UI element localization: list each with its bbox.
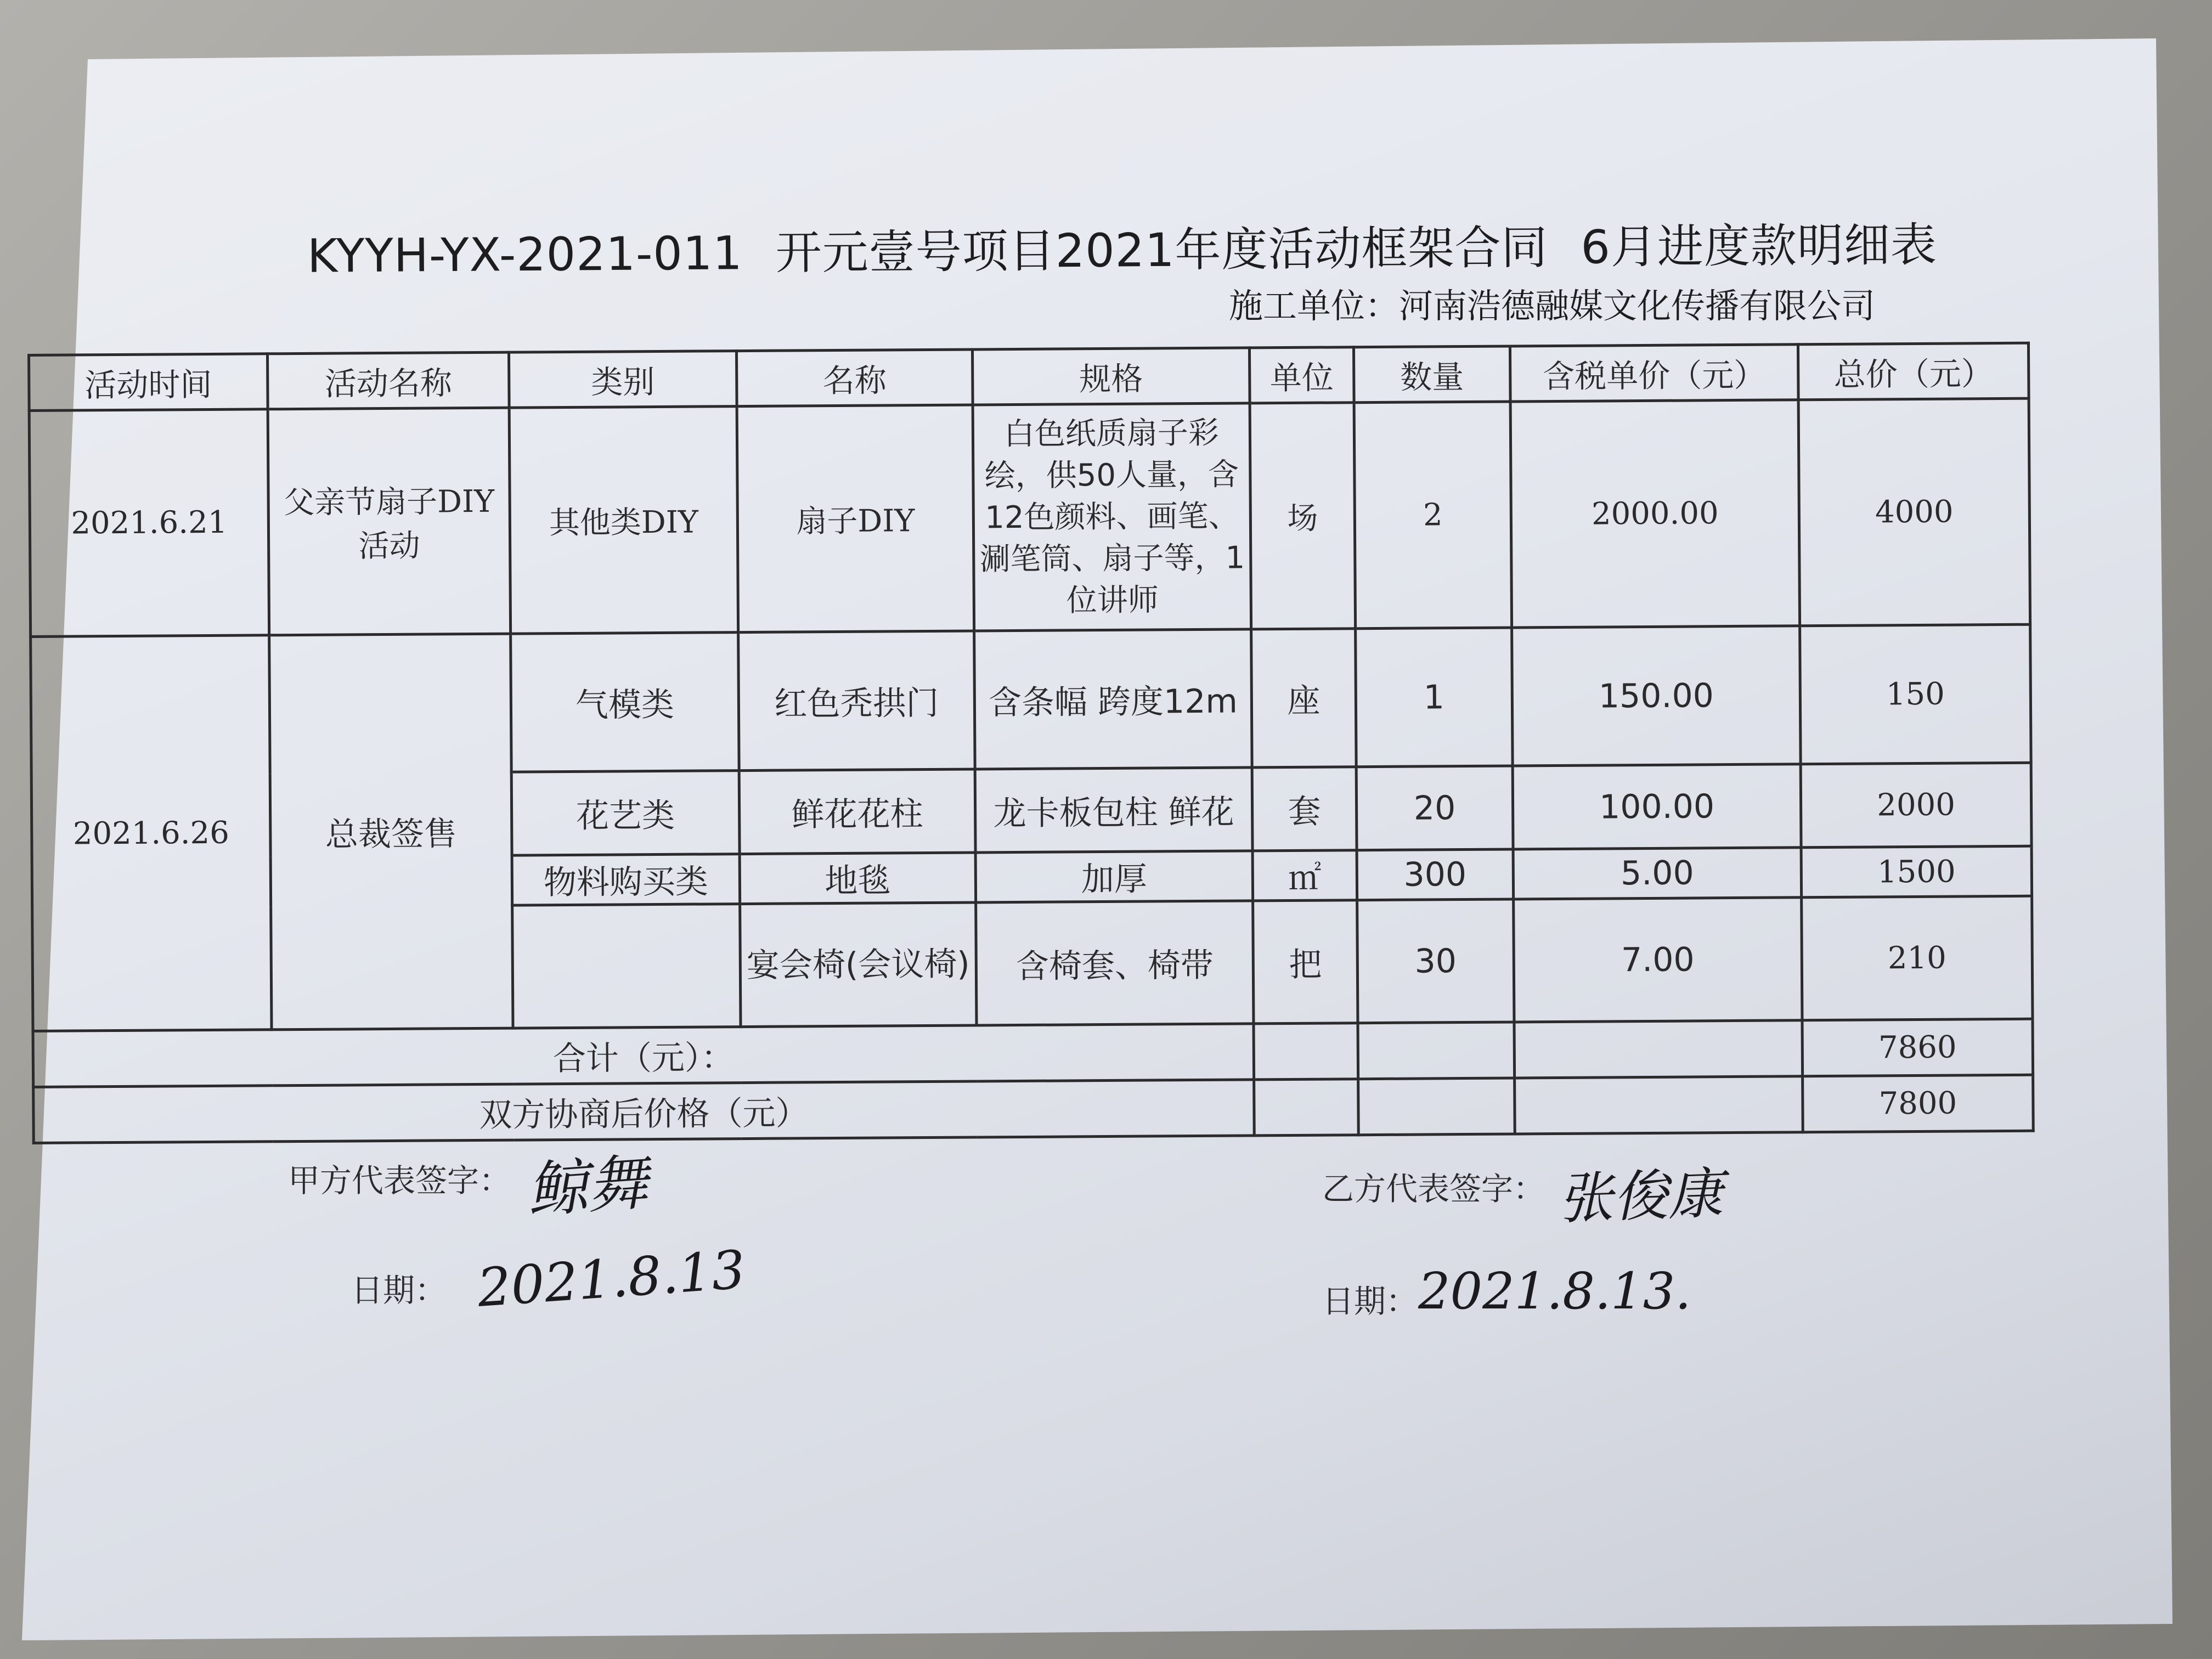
- spec-cell: 加厚: [975, 851, 1253, 902]
- spec-cell: 白色纸质扇子彩绘，供50人量，含12色颜料、画笔、涮笔筒、扇子等，1位讲师: [973, 403, 1251, 631]
- activity-date-cell: 2021.6.26: [31, 635, 272, 1031]
- category-cell: 其他类DIY: [509, 407, 738, 634]
- header-category: 类别: [509, 351, 737, 408]
- empty-cell: [1514, 1020, 1803, 1078]
- party-a-date-label: 日期：: [351, 1272, 447, 1309]
- activity-name-cell: 总裁签售: [269, 634, 513, 1030]
- header-activity-date: 活动时间: [29, 354, 268, 411]
- spec-cell: 含条幅 跨度12m: [974, 629, 1252, 769]
- quantity-cell: 1: [1356, 628, 1513, 767]
- negotiated-label: 双方协商后价格（元）: [33, 1080, 1255, 1143]
- empty-cell: [1358, 1078, 1515, 1135]
- unit-price-cell: 7.00: [1514, 898, 1802, 1022]
- header-spec: 规格: [972, 348, 1250, 405]
- header-total-price: 总价（元）: [1798, 343, 2029, 400]
- item-name-cell: 宴会椅(会议椅): [740, 902, 977, 1027]
- unit-price-cell: 150.00: [1512, 626, 1801, 766]
- party-a-date: 2021.8.13: [475, 1239, 747, 1319]
- total-price-cell: 210: [1802, 896, 2033, 1020]
- empty-cell: [1515, 1076, 1803, 1134]
- quantity-cell: 2: [1354, 402, 1512, 629]
- title-project: 开元壹号项目2021年度活动框架合同: [775, 220, 1548, 280]
- total-price-cell: 1500: [1801, 846, 2032, 898]
- unit-price-cell: 2000.00: [1510, 400, 1800, 628]
- header-activity-name: 活动名称: [268, 352, 510, 409]
- header-unit: 单位: [1249, 347, 1354, 403]
- table-row: [29, 398, 2030, 636]
- total-price-cell: 150: [1800, 624, 2032, 764]
- party-b-signature-label: 乙方代表签字：: [1322, 1170, 1545, 1207]
- category-cell: [512, 904, 741, 1029]
- subtotal-label: 合计（元）：: [33, 1024, 1254, 1087]
- title-month: 6月进度款明细表: [1581, 218, 1938, 274]
- category-cell: 花艺类: [511, 771, 740, 856]
- payment-detail-table: [27, 342, 2035, 1144]
- item-name-cell: 红色秃拱门: [738, 631, 975, 771]
- subtotal-value: 7860: [1802, 1019, 2033, 1076]
- item-name-cell: 扇子DIY: [737, 405, 974, 633]
- quantity-cell: 30: [1357, 899, 1514, 1023]
- negotiated-value: 7800: [1803, 1075, 2034, 1132]
- contractor-line: 施工单位：河南浩德融媒文化传播有限公司: [1229, 286, 1876, 326]
- unit-cell: 座: [1251, 629, 1357, 768]
- unit-price-cell: 5.00: [1513, 848, 1802, 899]
- payment-detail-table-wrapper: [27, 342, 2035, 1144]
- quantity-cell: 300: [1357, 849, 1514, 900]
- item-name-cell: 地毯: [740, 853, 976, 904]
- table-row: [31, 624, 2031, 775]
- unit-cell: 场: [1250, 403, 1356, 629]
- title-code: KYYH-YX-2021-011: [307, 226, 743, 283]
- unit-price-cell: 100.00: [1513, 764, 1801, 849]
- negotiated-row: [33, 1075, 2034, 1143]
- header-unit-price: 含税单价（元）: [1510, 345, 1798, 402]
- quantity-cell: 20: [1356, 766, 1513, 850]
- party-a-signature-label: 甲方代表签字：: [288, 1162, 511, 1199]
- unit-cell: ㎡: [1252, 850, 1357, 901]
- empty-cell: [1254, 1079, 1359, 1136]
- party-a-signature: 鲸舞: [524, 1147, 650, 1226]
- total-price-cell: 4000: [1798, 398, 2030, 626]
- activity-date-cell: 2021.6.21: [29, 409, 269, 637]
- spec-cell: 含椅套、椅带: [976, 901, 1254, 1025]
- category-cell: 气模类: [511, 633, 740, 772]
- party-b-date-label: 日期：: [1322, 1283, 1418, 1320]
- empty-cell: [1254, 1023, 1358, 1080]
- empty-cell: [1358, 1022, 1515, 1079]
- activity-name-cell: 父亲节扇子DIY活动: [268, 408, 511, 635]
- total-price-cell: 2000: [1801, 763, 2032, 848]
- header-quantity: 数量: [1353, 346, 1510, 403]
- document-title: [307, 208, 1938, 286]
- party-b-date: 2021.8.13.: [1418, 1262, 1691, 1321]
- spec-cell: 龙卡板包柱 鲜花: [975, 768, 1252, 853]
- category-cell: 物料购买类: [512, 854, 740, 906]
- unit-cell: 套: [1252, 767, 1357, 851]
- party-b-signature: 张俊康: [1557, 1161, 1724, 1232]
- item-name-cell: 鲜花花柱: [739, 769, 975, 854]
- unit-cell: 把: [1253, 900, 1358, 1024]
- header-item-name: 名称: [736, 349, 973, 407]
